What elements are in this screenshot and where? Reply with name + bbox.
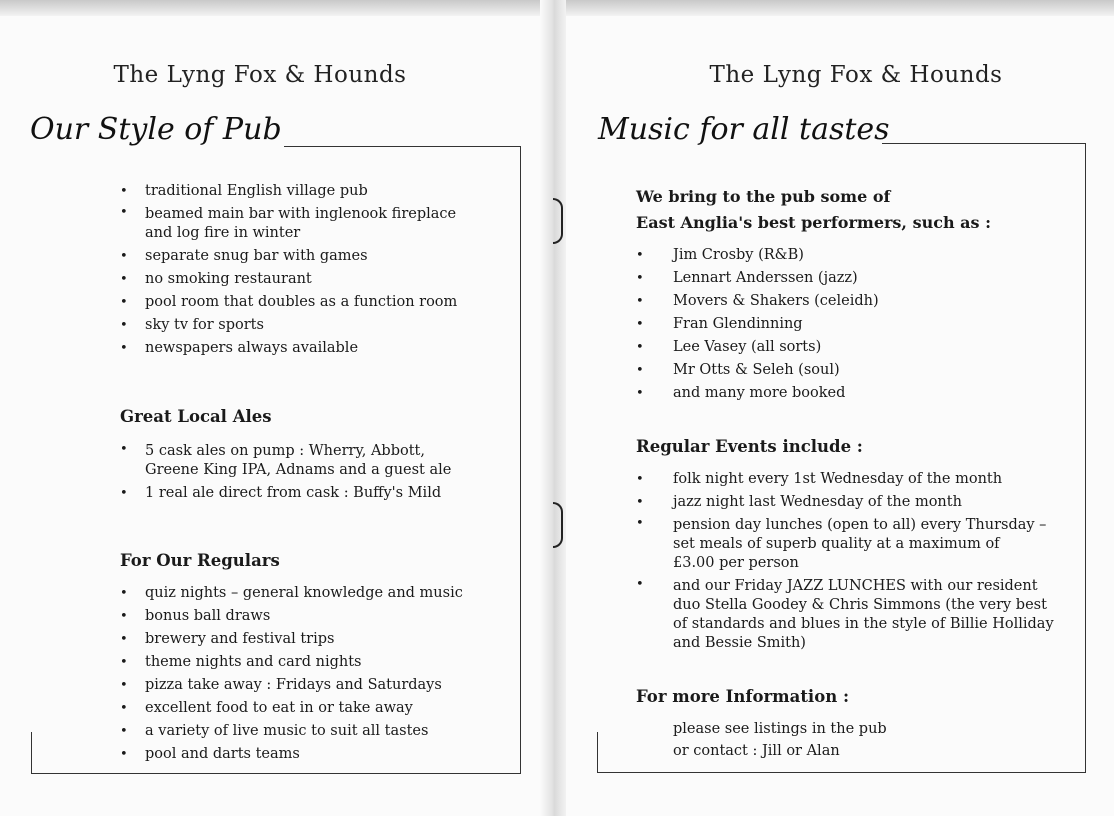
intro-line: We bring to the pub some of [636,187,891,206]
list-item: • no smoking restaurant [120,268,500,291]
list-item: • bonus ball draws [120,605,500,628]
list-item: • Jim Crosby (R&B) [636,244,1066,267]
list-item: • pool and darts teams [120,743,500,766]
list-item [636,575,1066,655]
staple-icon [553,198,563,244]
performers-list [636,244,1066,405]
spacer [636,405,1066,435]
pub-name: The Lyng Fox & Hounds [113,62,407,88]
right-page [566,0,1114,816]
list-item: • sky tv for sports [120,314,500,337]
list-item [120,440,500,482]
frame-line [520,146,521,774]
left-page [0,0,545,816]
frame-line [597,732,598,773]
list-item [636,514,1066,575]
section-heading-ales: Great Local Ales [120,407,272,426]
frame-line [31,773,521,774]
list-item: • Lee Vasey (all sorts) [636,336,1066,359]
list-item-text: £3.00 per person [673,555,799,571]
list-item: • excellent food to eat in or take away [120,697,500,720]
list-item-text: and log fire in winter [145,225,301,241]
frame-line [1085,143,1086,773]
list-item-text: 5 cask ales on pump : Wherry, Abbott, [145,443,425,459]
list-item-text: and our Friday JAZZ LUNCHES with our resident [673,578,1038,594]
list-item: • folk night every 1st Wednesday of the month [636,468,1066,491]
list-item: • a variety of live music to suit all tastes [120,720,500,743]
spacer [120,360,500,405]
list-item: • 1 real ale direct from cask : Buffy's Mild [120,482,500,505]
list-item: • pizza take away : Fridays and Saturdays [120,674,500,697]
section-heading-info: For more Information : [636,687,850,706]
ales-list [120,440,500,505]
section-heading-regulars: For Our Regulars [120,551,280,570]
list-item: • theme nights and card nights [120,651,500,674]
list-item: • and many more booked [636,382,1066,405]
style-list [120,180,500,360]
frame-line [597,772,1086,773]
list-item: • newspapers always available [120,337,500,360]
list-item: • brewery and festival trips [120,628,500,651]
section-heading-events: Regular Events include : [636,437,863,456]
staple-icon [553,502,563,548]
list-item-text: set meals of superb quality at a maximum of [673,536,1000,552]
list-item: • Mr Otts & Seleh (soul) [636,359,1066,382]
spacer [120,505,500,549]
list-item: • Fran Glendinning [636,313,1066,336]
frame-line [284,146,521,147]
list-item: • jazz night last Wednesday of the month [636,491,1066,514]
intro-line: East Anglia's best performers, such as : [636,213,992,232]
pub-name: The Lyng Fox & Hounds [709,62,1003,88]
intro-text [636,184,1066,236]
page-title: Our Style of Pub [30,112,282,147]
list-item-text: beamed main bar with inglenook fireplace [145,206,457,222]
info-line: or contact : Jill or Alan [673,743,840,759]
list-item: • pool room that doubles as a function room [120,291,500,314]
info-line: please see listings in the pub [673,721,887,737]
list-item-text: and Bessie Smith) [673,635,806,651]
list-item: • Lennart Anderssen (jazz) [636,267,1066,290]
list-item-text: of standards and blues in the style of Billie Holliday [673,616,1054,632]
regulars-list [120,582,500,766]
left-content [120,180,500,766]
list-item-text: Greene King IPA, Adnams and a guest ale [145,462,452,478]
list-item [120,203,500,245]
list-item: • traditional English village pub [120,180,500,203]
list-item-text: duo Stella Goodey & Chris Simmons (the very best [673,597,1047,613]
frame-line [882,143,1086,144]
events-list [636,468,1066,655]
list-item: • quiz nights – general knowledge and music [120,582,500,605]
spacer [636,655,1066,685]
page-title: Music for all tastes [598,112,890,147]
list-item: • Movers & Shakers (celeidh) [636,290,1066,313]
right-content [636,184,1066,762]
frame-line [31,732,32,774]
info-text [636,718,1066,762]
list-item-text: pension day lunches (open to all) every Thursday – [673,517,1047,533]
list-item: • separate snug bar with games [120,245,500,268]
